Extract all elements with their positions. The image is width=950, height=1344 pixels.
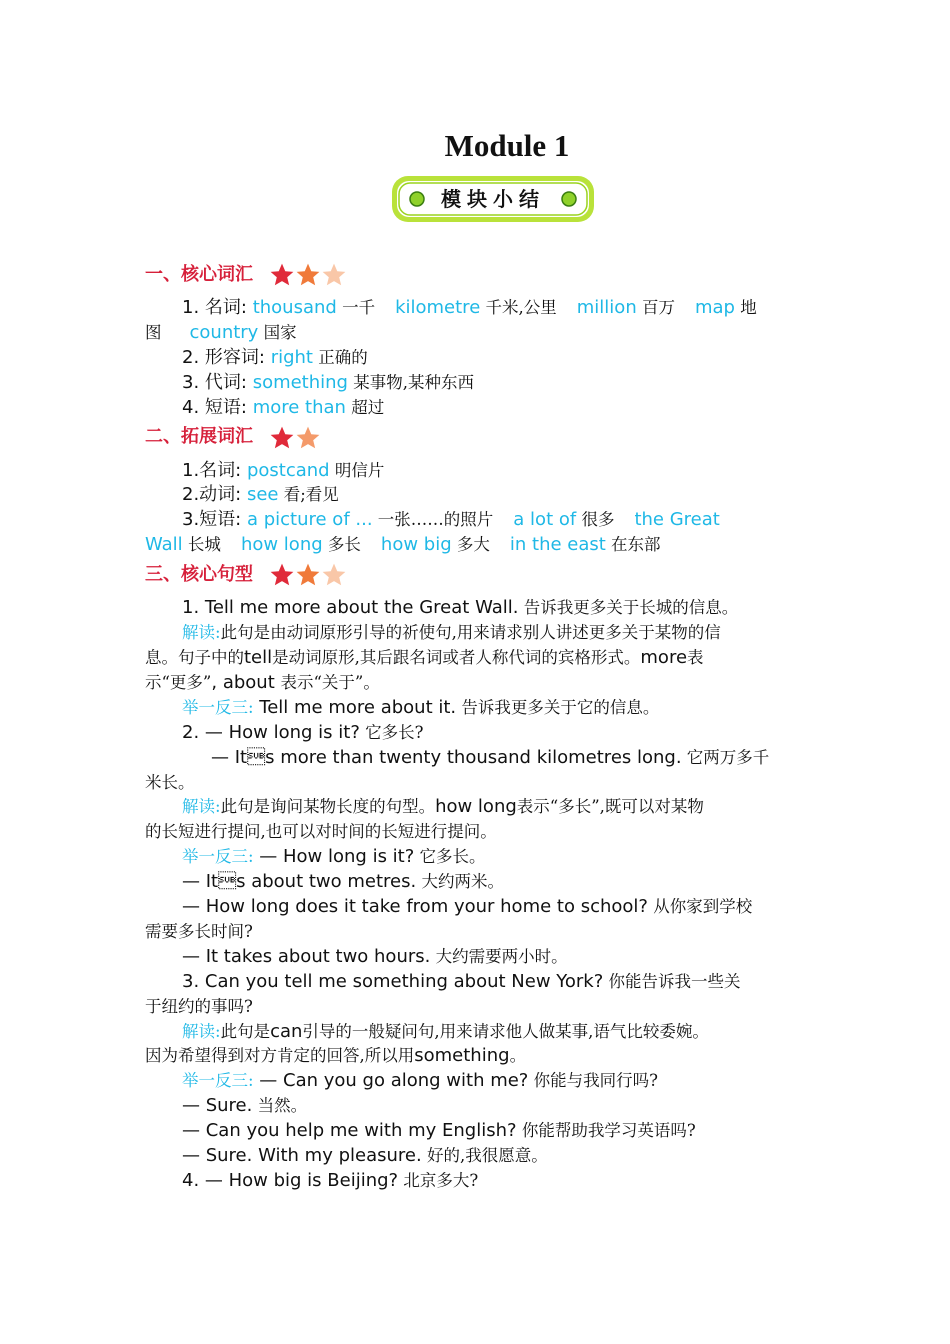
explanation-line: 解读:此句是can引导的一般疑问句,用来请求他人做某事,语气比较委婉。 [182, 1020, 709, 1042]
badge-dot-left [410, 192, 424, 206]
section-badge [390, 174, 596, 224]
sentence-line: 米长。 [145, 772, 195, 792]
star-icon [321, 562, 347, 588]
badge-text: 模块小结 [441, 187, 545, 211]
star-icon [321, 262, 347, 288]
star-icon [295, 562, 321, 588]
section-heading-core-sentences: 三、核心句型 [145, 560, 810, 590]
star-rating [269, 425, 321, 451]
vocab-line: Wall 长城 how long 多长 how big 多大 in the east 在东部 [145, 534, 661, 556]
star-icon [295, 425, 321, 451]
sentence-line: — Its more than twenty thousand kilometres long. 它两万多千 [211, 746, 770, 768]
example-line: — Its about two metres. 大约两米。 [182, 871, 504, 893]
vocab-line: 2. 形容词: right 正确的 [182, 346, 368, 368]
sentence-line: 2. — How long is it? 它多长? [182, 721, 424, 743]
vocab-line: 4. 短语: more than 超过 [182, 396, 385, 418]
section-heading-extended-vocab: 二、拓展词汇 [145, 423, 810, 453]
page-title: Module 1 [444, 128, 570, 163]
example-line: — Sure. 当然。 [182, 1095, 308, 1117]
section-heading-core-vocab: 一、核心词汇 [145, 260, 810, 290]
sentence-line: 于纽约的事吗? [145, 996, 253, 1016]
star-icon [269, 262, 295, 288]
vocab-line: 1.名词: postcand 明信片 [182, 459, 385, 481]
vocab-line: 图 country 国家 [145, 321, 297, 343]
star-rating [269, 262, 347, 288]
sentence-line: 3. Can you tell me something about New York? 你能告诉我一些关 [182, 970, 741, 992]
explanation-line: 的长短进行提问,也可以对时间的长短进行提问。 [145, 822, 497, 842]
star-icon [295, 262, 321, 288]
explanation-line: 息。句子中的tell是动词原形,其后跟名词或者人称代词的宾格形式。more表 [145, 646, 704, 668]
example-line: — How long does it take from your home to school? 从你家到学校 [182, 896, 753, 918]
vocab-line: 2.动词: see 看;看见 [182, 484, 339, 506]
explanation-line: 示“更多”, about 表示“关于”。 [145, 671, 380, 693]
example-line: 举一反三: — How long is it? 它多长。 [182, 846, 486, 868]
example-line: — It takes about two hours. 大约需要两小时。 [182, 945, 568, 967]
content [145, 258, 810, 1194]
explanation-line: 因为希望得到对方肯定的回答,所以用something。 [145, 1045, 527, 1067]
star-rating [269, 562, 347, 588]
vocab-line: 1. 名词: thousand 一千 kilometre 千米,公里 million 百万 map 地 [182, 297, 757, 318]
explanation-line: 解读:此句是询问某物长度的句型。how long表示“多长”,既可以对某物 [182, 796, 704, 818]
badge-dot-right [562, 192, 576, 206]
vocab-line: 3.短语: a picture of ... 一张……的照片 a lot of 很多 the Great [182, 509, 720, 531]
star-icon [269, 562, 295, 588]
explanation-line: 解读:此句是由动词原形引导的祈使句,用来请求别人讲述更多关于某物的信 [182, 623, 721, 643]
example-line: — Sure. With my pleasure. 好的,我很愿意。 [182, 1145, 548, 1167]
example-line: 举一反三: — Can you go along with me? 你能与我同行吗? [182, 1070, 658, 1092]
example-line: 举一反三: Tell me more about it. 告诉我更多关于它的信息。 [182, 696, 660, 718]
example-line: — Can you help me with my English? 你能帮助我学习英语吗? [182, 1120, 696, 1142]
vocab-line: 3. 代词: something 某事物,某种东西 [182, 371, 474, 393]
sentence-line: 1. Tell me more about the Great Wall. 告诉我更多关于长城的信息。 [182, 597, 739, 619]
example-line: 需要多长时间? [145, 921, 253, 941]
star-icon [269, 425, 295, 451]
sentence-line: 4. — How big is Beijing? 北京多大? [182, 1170, 479, 1191]
